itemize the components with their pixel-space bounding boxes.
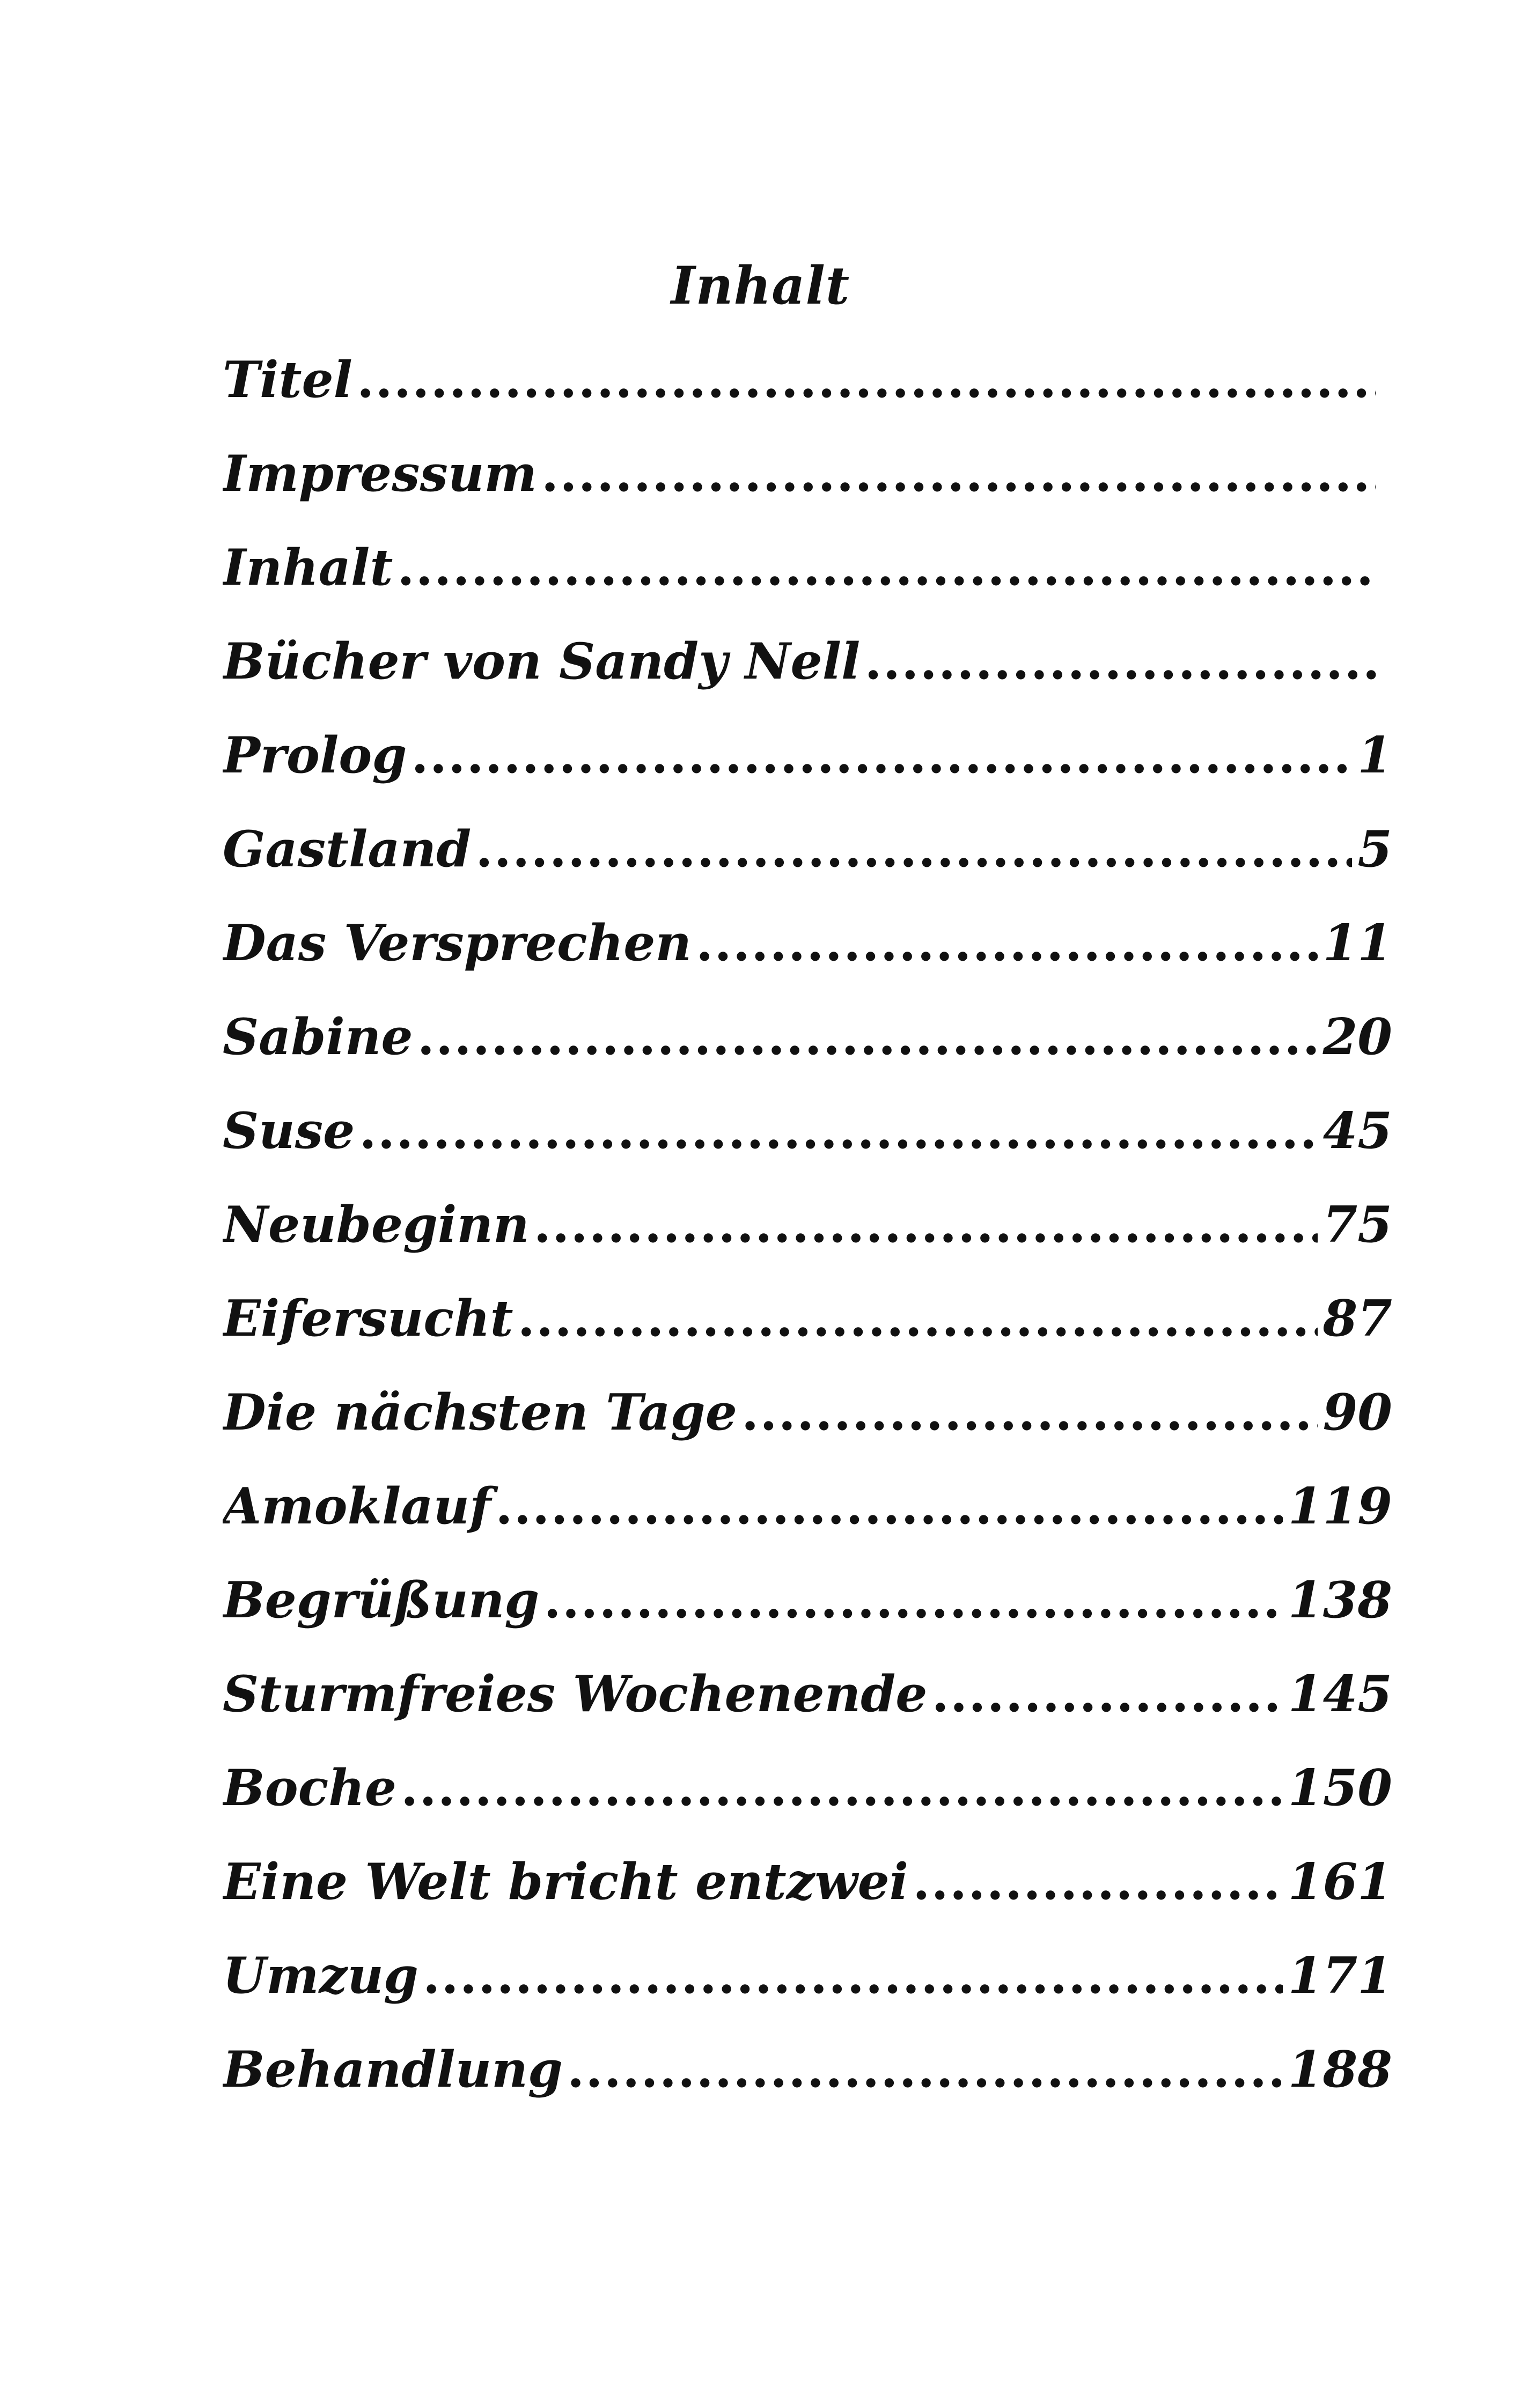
toc-entry-label: Eifersucht (223, 1289, 513, 1347)
toc-entry (223, 439, 1392, 533)
dot-leader (475, 814, 1352, 884)
toc-entry (223, 533, 1392, 627)
toc-entry (223, 814, 1392, 908)
toc-entry-label: Impressum (223, 444, 537, 503)
dot-leader (417, 1002, 1318, 1072)
toc-entry (223, 1378, 1392, 1471)
toc-entry (223, 1941, 1392, 2035)
toc-entry-page: 45 (1322, 1101, 1392, 1160)
toc-entry-label: Neubeginn (223, 1195, 530, 1254)
toc-entry-page: 5 (1357, 820, 1392, 878)
toc-entry (223, 1847, 1392, 1941)
toc-entry-label: Prolog (223, 726, 407, 784)
toc-entry (223, 1096, 1392, 1190)
dot-leader (518, 1284, 1318, 1353)
toc-entry (223, 1002, 1392, 1096)
dot-leader (864, 627, 1376, 696)
toc-entry-label: Sabine (223, 1007, 413, 1066)
dot-leader (357, 345, 1376, 415)
toc-entry (223, 720, 1392, 814)
dot-leader (541, 439, 1376, 509)
toc-entry-page: 188 (1288, 2040, 1392, 2098)
toc-entry-label: Inhalt (223, 538, 393, 597)
dot-leader (495, 1471, 1283, 1541)
toc-entry (223, 1190, 1392, 1284)
dot-leader (423, 1941, 1283, 2011)
toc-entry-label: Behandlung (223, 2040, 563, 2098)
dot-leader (401, 1753, 1283, 1823)
toc-entry-page: 145 (1288, 1665, 1392, 1723)
toc-entry-page: 150 (1288, 1758, 1392, 1817)
toc-entry-label: Das Versprechen (223, 914, 692, 972)
dot-leader (411, 720, 1352, 790)
toc-entry (223, 1753, 1392, 1847)
toc-entry-label: Die nächsten Tage (223, 1383, 737, 1441)
toc-entry-label: Suse (223, 1101, 355, 1160)
toc-entry (223, 1284, 1392, 1378)
page-title: Inhalt (671, 255, 850, 316)
toc-entry-label: Amoklauf (223, 1477, 491, 1535)
toc-entry-page: 171 (1288, 1946, 1392, 2005)
toc-entry-label: Umzug (223, 1946, 418, 2005)
toc-entry (223, 627, 1392, 720)
toc-entry-label: Bücher von Sandy Nell (223, 632, 861, 690)
toc-entry-label: Begrüßung (223, 1571, 540, 1629)
toc-entry-page: 87 (1322, 1289, 1392, 1347)
dot-leader (397, 533, 1376, 602)
toc-entry-page: 90 (1322, 1383, 1392, 1441)
dot-leader (741, 1378, 1318, 1447)
toc-entry-page: 1 (1357, 726, 1392, 784)
toc-entry (223, 345, 1392, 439)
dot-leader (567, 2035, 1283, 2104)
toc-entry-page: 119 (1288, 1477, 1392, 1535)
toc-entry-page: 75 (1322, 1195, 1392, 1254)
toc-entry-page: 20 (1322, 1007, 1392, 1066)
toc-entry (223, 1659, 1392, 1753)
toc-entry-page: 161 (1288, 1852, 1392, 1911)
toc-entry-label: Eine Welt bricht entzwei (223, 1852, 909, 1911)
toc-entry-label: Titel (223, 350, 352, 409)
toc-entry (223, 1565, 1392, 1659)
toc-entry (223, 908, 1392, 1002)
toc-entry-label: Gastland (223, 820, 472, 878)
toc-entry (223, 1471, 1392, 1565)
dot-leader (359, 1096, 1317, 1166)
table-of-contents (223, 345, 1392, 2129)
toc-entry-label: Boche (223, 1758, 397, 1817)
toc-entry-label: Sturmfreies Wochenende (223, 1665, 928, 1723)
dot-leader (931, 1659, 1282, 1729)
toc-entry (223, 2035, 1392, 2129)
dot-leader (913, 1847, 1283, 1917)
dot-leader (534, 1190, 1318, 1260)
dot-leader (696, 908, 1318, 978)
toc-entry-page: 138 (1288, 1571, 1392, 1629)
dot-leader (543, 1565, 1283, 1635)
toc-entry-page: 11 (1322, 914, 1392, 972)
